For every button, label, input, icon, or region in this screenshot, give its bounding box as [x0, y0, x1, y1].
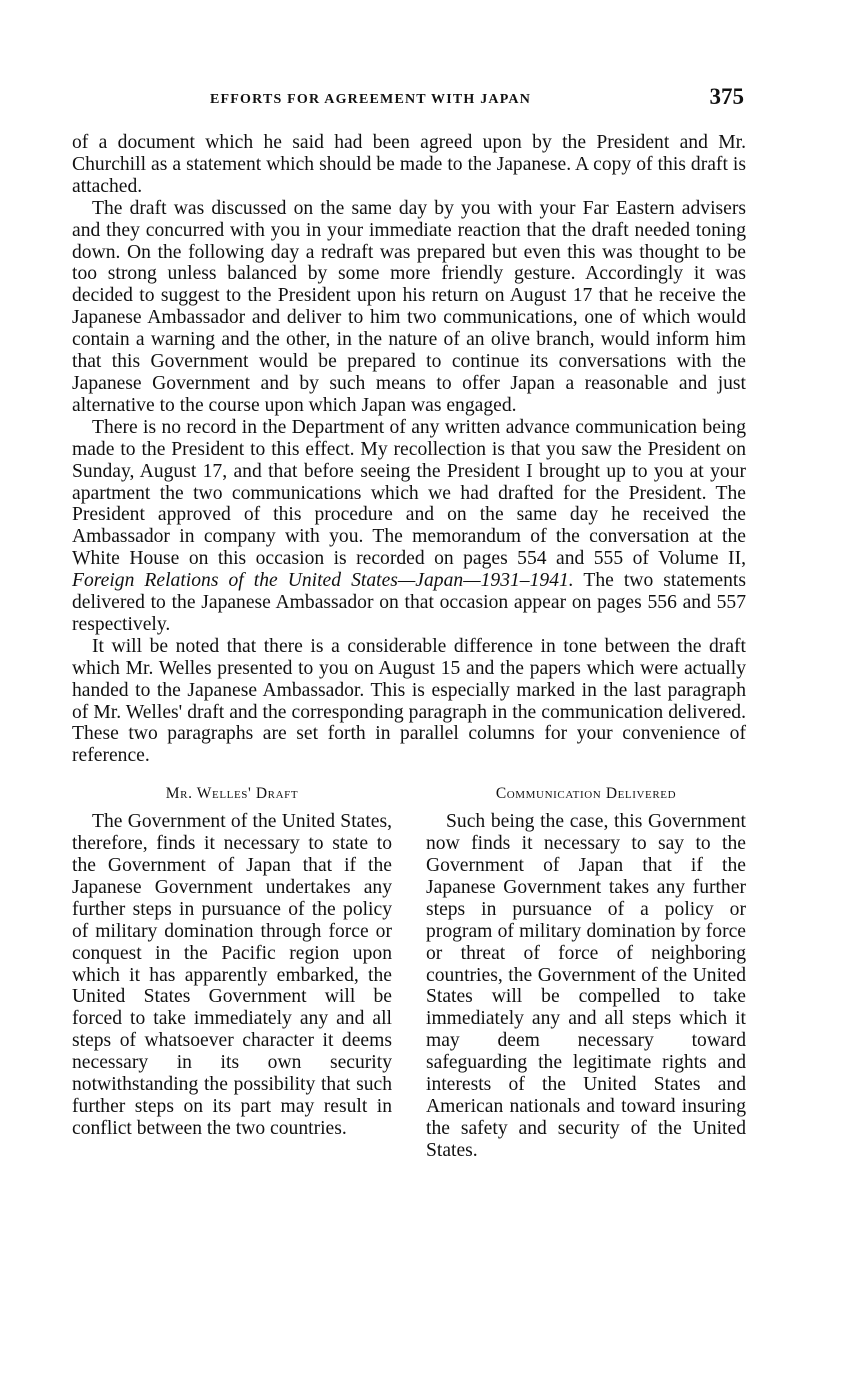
left-column-heading: Mr. Welles' Draft — [165, 785, 299, 803]
paragraph-3-part-b: The two statements delivered to the Japanese Ambassador on that occasion appear on pages 556 and 557 respectively. — [72, 570, 746, 635]
document-page — [72, 84, 746, 1162]
publication-title: Foreign Relations of the United States—Japan—1931–1941. — [72, 570, 574, 592]
paragraph-1: of a document which he said had been agreed upon by the President and Mr. Churchill as a statement which should be made to the Japanese. A copy of this draft is attached. — [72, 132, 746, 197]
right-column-heading: Communication Delivered — [495, 785, 677, 803]
left-column — [72, 783, 392, 1161]
running-head: EFFORTS FOR AGREEMENT WITH JAPAN — [210, 92, 532, 107]
right-column-text: Such being the case, this Government now finds it necessary to say to the Government of Japan that if the Japanese Government takes any further steps in pursuance of a policy or program of military domination by force or threat of force of neighboring countries, the Government of the United States will be compelled to take immediately any and all steps which it may deem necessary toward safeguarding the legitimate rights and interests of the United States and American nationals and toward insuring the safety and security of the United States. — [426, 811, 746, 1161]
page-header — [72, 84, 746, 116]
right-column — [426, 783, 746, 1161]
page-number: 375 — [709, 84, 744, 109]
paragraph-3 — [72, 417, 746, 636]
paragraph-3-part-a: There is no record in the Department of any written advance communication being made to the President to this effect. My recollection is that you saw the President on Sunday, August 17, and that before seeing the President I brought up to you at your apartment the two communications which we had drafted for the President. The President approved of this procedure and on the same day he received the Ambassador in company with you. The memorandum of the conversation at the White House on this occasion is recorded on pages 554 and 555 of Volume II, — [72, 416, 746, 570]
left-column-text: The Government of the United States, therefore, finds it necessary to state to the Government of Japan that if the Japanese Government undertakes any further steps in pursuance of the policy of military domination through force or conquest in the Pacific region upon which it has apparently embarked, the United States Government will be forced to take immediately any and all steps of whatsoever character it deems necessary in its own security notwithstanding the possibility that such further steps on its part may result in conflict between the two countries. — [72, 811, 392, 1139]
paragraph-4: It will be noted that there is a considerable difference in tone between the draft which Mr. Welles presented to you on August 15 and the papers which were actually handed to the Japanese Ambassador. This is especially marked in the last paragraph of Mr. Welles' draft and the corresponding paragraph in the communication delivered. These two paragraphs are set forth in parallel columns for your convenience of reference. — [72, 635, 746, 767]
paragraph-2: The draft was discussed on the same day by you with your Far Eastern advisers and they concurred with you in your immediate reaction that the draft needed toning down. On the following day a redraft was prepared but even this was thought to be too strong unless balanced by some more friendly gesture. Accordingly it was decided to suggest to the President upon his return on August 17 that he receive the Japanese Ambassador and deliver to him two communications, one of which would contain a warning and the other, in the nature of an olive branch, would inform him that this Government would be prepared to continue its conversations with the Japanese Government and by such means to offer Japan a reasonable and just alternative to the course upon which Japan was engaged. — [72, 197, 746, 416]
body-text — [72, 132, 746, 767]
parallel-columns — [72, 783, 746, 1161]
